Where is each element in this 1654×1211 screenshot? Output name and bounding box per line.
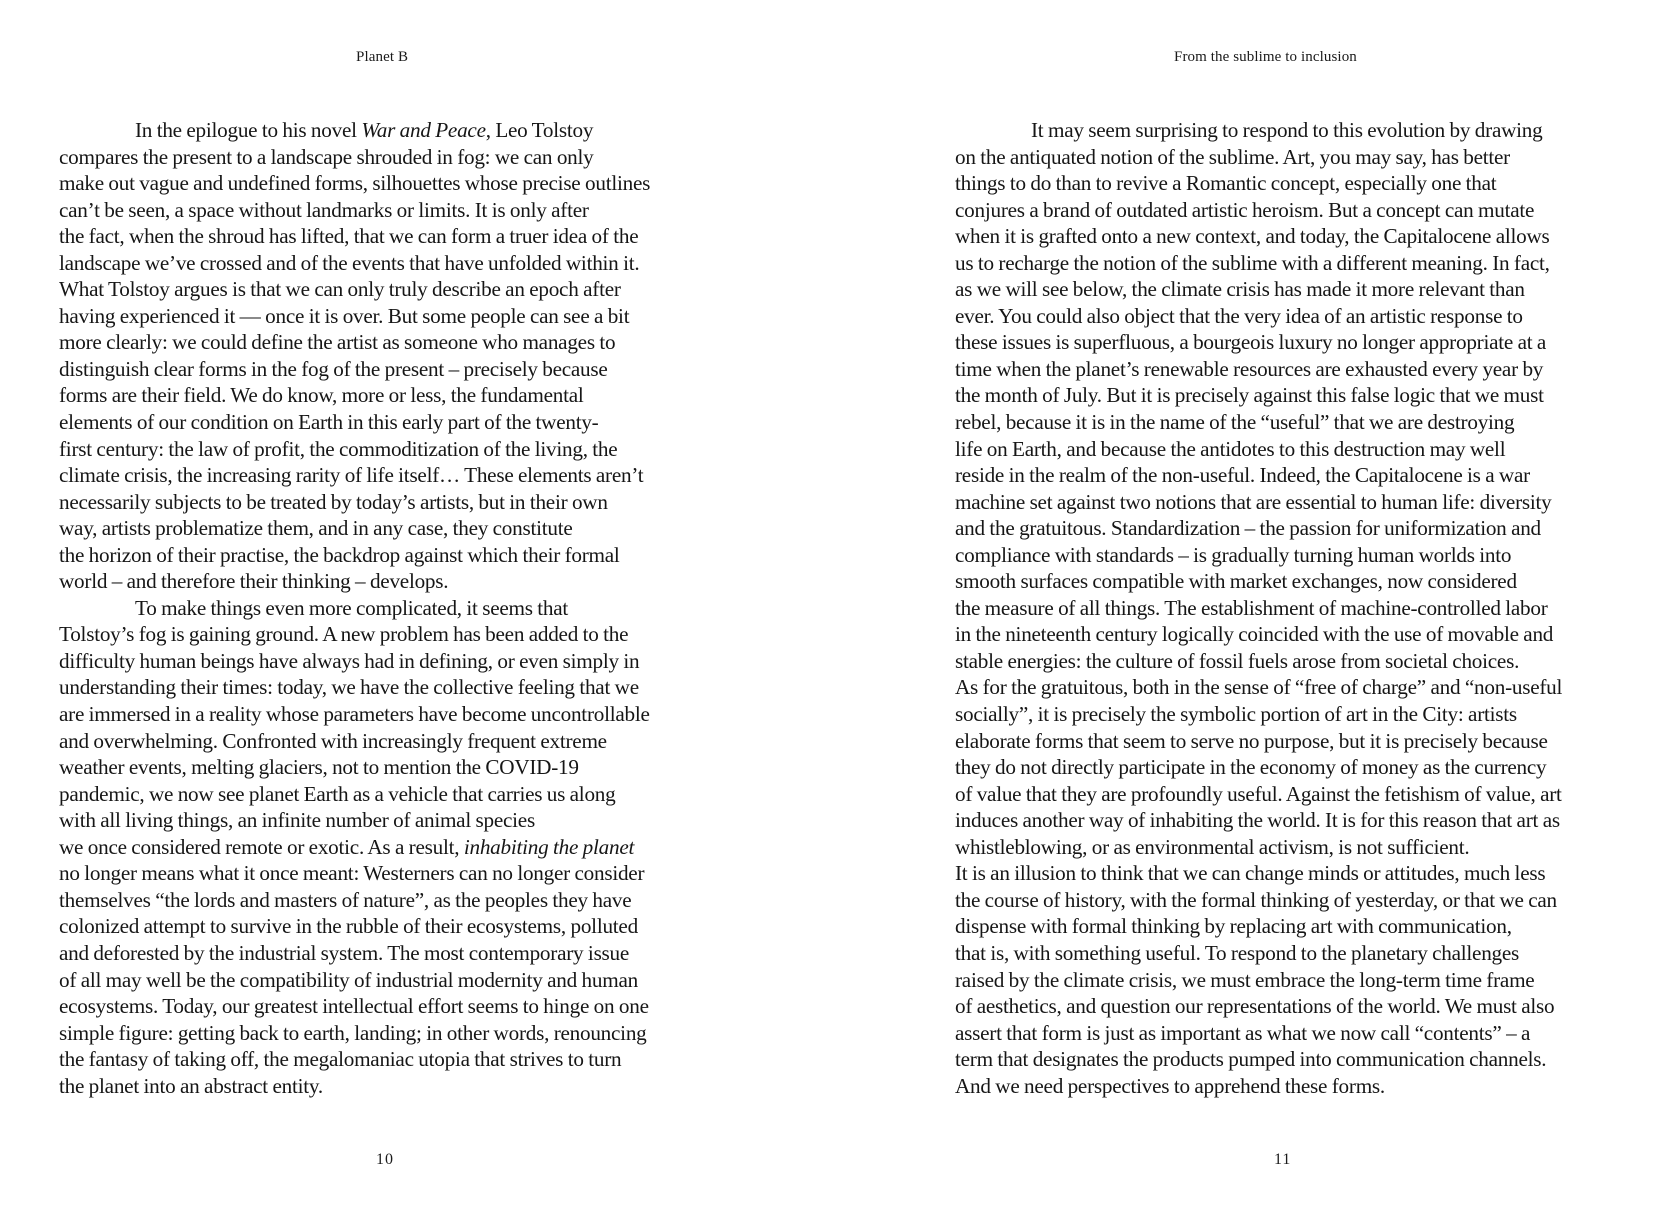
text-line xyxy=(955,489,1595,516)
italic-text: War and Peace xyxy=(361,118,486,142)
text-segment: stable energies: the culture of fossil fuels arose from societal choices. xyxy=(955,648,1520,673)
text-line xyxy=(59,940,739,967)
text-segment: and the gratuitous. Standardization – the passion for uniformization and xyxy=(955,516,1541,541)
text-line xyxy=(59,197,739,224)
text-segment: smooth surfaces compatible with market exchanges, now considered xyxy=(955,569,1517,594)
text-segment: weather events, melting glaciers, not to mention the COVID-19 xyxy=(59,755,579,780)
text-segment: landscape we’ve crossed and of the events that have unfolded within it. xyxy=(59,250,640,275)
text-line xyxy=(59,568,739,595)
text-line xyxy=(955,436,1595,463)
text-line xyxy=(59,303,739,330)
right-page xyxy=(827,0,1654,1211)
text-segment: rebel, because it is in the name of the “useful” that we are destroying xyxy=(955,410,1515,435)
text-line xyxy=(955,754,1595,781)
text-line xyxy=(955,1046,1595,1073)
text-line xyxy=(955,303,1595,330)
text-line xyxy=(59,329,739,356)
text-segment: conjures a brand of outdated artistic heroism. But a concept can mutate xyxy=(955,197,1535,222)
text-segment: are immersed in a reality whose parameters have become uncontrollable xyxy=(59,702,650,727)
text-line xyxy=(59,409,739,436)
text-segment: whistleblowing, or as environmental activism, is not sufficient. xyxy=(955,834,1470,859)
text-line xyxy=(59,807,739,834)
text-segment: of aesthetics, and question our representations of the world. We must also xyxy=(955,994,1555,1019)
text-line xyxy=(955,1020,1595,1047)
text-segment: difficulty human beings have always had in defining, or even simply in xyxy=(59,648,640,673)
text-line xyxy=(59,462,739,489)
text-line xyxy=(59,648,739,675)
text-line xyxy=(59,993,739,1020)
text-segment: the horizon of their practise, the backdrop against which their formal xyxy=(59,542,620,567)
text-line xyxy=(955,250,1595,277)
text-segment: What Tolstoy argues is that we can only truly describe an epoch after xyxy=(59,277,621,302)
text-segment: when it is grafted onto a new context, and today, the Capitalocene allows xyxy=(955,224,1550,249)
text-line xyxy=(955,356,1595,383)
body-text-right xyxy=(955,117,1595,1099)
text-line xyxy=(955,329,1595,356)
text-segment: , Leo Tolstoy xyxy=(485,118,594,142)
text-line xyxy=(955,674,1595,701)
text-segment: having experienced it — once it is over. But some people can see a bit xyxy=(59,303,630,328)
text-segment: necessarily subjects to be treated by today’s artists, but in their own xyxy=(59,489,608,514)
text-line xyxy=(955,542,1595,569)
text-line xyxy=(59,515,739,542)
text-segment: compares the present to a landscape shrouded in fog: we can only xyxy=(59,144,594,169)
text-line xyxy=(59,701,739,728)
running-head-chapter-title: From the sublime to inclusion xyxy=(1174,49,1357,65)
text-segment: ecosystems. Today, our greatest intellectual effort seems to hinge on one xyxy=(59,994,649,1019)
text-line xyxy=(59,728,739,755)
text-segment: no longer means what it once meant: Westerners can no longer consider xyxy=(59,861,645,886)
text-segment: first century: the law of profit, the commoditization of the living, the xyxy=(59,436,618,461)
text-line xyxy=(59,436,739,463)
text-segment: themselves “the lords and masters of nature”, as the peoples they have xyxy=(59,887,632,912)
text-segment: term that designates the products pumped into communication channels. xyxy=(955,1047,1547,1072)
text-line xyxy=(955,276,1595,303)
text-line xyxy=(59,621,739,648)
text-segment: As for the gratuitous, both in the sense of “free of charge” and “non-useful xyxy=(955,675,1563,700)
text-line xyxy=(955,568,1595,595)
text-segment: and overwhelming. Confronted with increasingly frequent extreme xyxy=(59,728,607,753)
text-line xyxy=(955,223,1595,250)
italic-text: inhabiting the planet xyxy=(463,834,635,859)
text-line xyxy=(955,967,1595,994)
running-head-book-title: Planet B xyxy=(356,49,409,65)
text-segment: the course of history, with the formal thinking of yesterday, or that we can xyxy=(955,887,1557,912)
text-segment: on the antiquated notion of the sublime. Art, you may say, has better xyxy=(955,144,1510,169)
text-segment: the fantasy of taking off, the megalomaniac utopia that strives to turn xyxy=(59,1047,622,1072)
text-line xyxy=(59,223,739,250)
text-segment: make out vague and undefined forms, silhouettes whose precise outlines xyxy=(59,171,651,196)
text-line xyxy=(955,860,1595,887)
text-segment: more clearly: we could define the artist as someone who manages to xyxy=(59,330,616,355)
text-segment: reside in the realm of the non-useful. Indeed, the Capitalocene is a war xyxy=(955,463,1530,488)
text-line xyxy=(955,913,1595,940)
text-segment: the planet into an abstract entity. xyxy=(59,1073,323,1098)
text-segment: Tolstoy’s fog is gaining ground. A new problem has been added to the xyxy=(59,622,629,647)
text-segment: us to recharge the notion of the sublime with a different meaning. In fact, xyxy=(955,250,1550,275)
text-segment: life on Earth, and because the antidotes to this destruction may well xyxy=(955,436,1506,461)
text-segment: they do not directly participate in the economy of money as the currency xyxy=(955,755,1547,780)
text-line xyxy=(955,515,1595,542)
text-line xyxy=(955,728,1595,755)
text-line xyxy=(955,409,1595,436)
text-line xyxy=(59,834,739,861)
text-segment: time when the planet’s renewable resources are exhausted every year by xyxy=(955,356,1544,381)
text-segment: things to do than to revive a Romantic concept, especially one that xyxy=(955,171,1497,196)
text-segment: raised by the climate crisis, we must embrace the long-term time frame xyxy=(955,967,1535,992)
text-line xyxy=(955,887,1595,914)
text-segment: climate crisis, the increasing rarity of life itself… These elements aren’t xyxy=(59,463,644,488)
text-line xyxy=(59,250,739,277)
text-segment: we once considered remote or exotic. As a result, xyxy=(59,834,464,859)
text-segment: of value that they are profoundly useful. Against the fetishism of value, art xyxy=(955,781,1562,806)
body-text-left xyxy=(59,117,739,1099)
page-number-left: 10 xyxy=(376,1151,394,1168)
text-line xyxy=(955,621,1595,648)
text-segment: way, artists problematize them, and in any case, they constitute xyxy=(59,516,573,541)
text-segment: dispense with formal thinking by replacing art with communication, xyxy=(955,914,1512,939)
text-segment: elements of our condition on Earth in this early part of the twenty- xyxy=(59,410,599,435)
text-line xyxy=(59,967,739,994)
text-line xyxy=(955,701,1595,728)
text-segment: assert that form is just as important as what we now call “contents” – a xyxy=(955,1020,1531,1045)
text-segment: of all may well be the compatibility of industrial modernity and human xyxy=(59,967,638,992)
text-segment: these issues is superfluous, a bourgeois luxury no longer appropriate at a xyxy=(955,330,1547,355)
text-line xyxy=(59,754,739,781)
text-line xyxy=(955,170,1595,197)
paragraph-first-line xyxy=(955,117,1595,144)
text-line xyxy=(955,595,1595,622)
text-line xyxy=(59,781,739,808)
paragraph-first-line xyxy=(59,595,739,622)
text-segment: the month of July. But it is precisely against this false logic that we must xyxy=(955,383,1544,408)
text-segment: machine set against two notions that are essential to human life: diversity xyxy=(955,489,1552,514)
text-segment: It is an illusion to think that we can change minds or attitudes, much less xyxy=(955,861,1546,886)
text-segment: elaborate forms that seem to serve no purpose, but it is precisely because xyxy=(955,728,1548,753)
text-segment: in the nineteenth century logically coincided with the use of movable and xyxy=(955,622,1554,647)
text-line xyxy=(59,382,739,409)
text-line xyxy=(59,170,739,197)
text-segment: can’t be seen, a space without landmarks or limits. It is only after xyxy=(59,197,589,222)
page-number-right: 11 xyxy=(1274,1151,1292,1168)
text-segment: world – and therefore their thinking – develops. xyxy=(59,569,449,594)
text-segment: distinguish clear forms in the fog of the present – precisely because xyxy=(59,356,608,381)
text-line xyxy=(59,913,739,940)
text-segment: And we need perspectives to apprehend these forms. xyxy=(955,1073,1385,1098)
text-segment: In the epilogue to his novel xyxy=(135,118,362,142)
text-line xyxy=(955,781,1595,808)
text-segment: that is, with something useful. To respond to the planetary challenges xyxy=(955,940,1520,965)
text-line xyxy=(59,356,739,383)
text-line xyxy=(955,382,1595,409)
text-segment: pandemic, we now see planet Earth as a vehicle that carries us along xyxy=(59,781,616,806)
text-line xyxy=(955,834,1595,861)
text-segment: and deforested by the industrial system. The most contemporary issue xyxy=(59,940,630,965)
text-line xyxy=(59,887,739,914)
text-line xyxy=(59,276,739,303)
text-segment: simple figure: getting back to earth, landing; in other words, renouncing xyxy=(59,1020,647,1045)
text-line xyxy=(955,144,1595,171)
text-line xyxy=(59,489,739,516)
text-line xyxy=(955,993,1595,1020)
text-segment: It may seem surprising to respond to this evolution by drawing xyxy=(1031,118,1543,142)
text-segment: ever. You could also object that the very idea of an artistic response to xyxy=(955,303,1523,328)
text-line xyxy=(59,1046,739,1073)
text-line xyxy=(955,807,1595,834)
text-segment: induces another way of inhabiting the world. It is for this reason that art as xyxy=(955,808,1560,833)
text-line xyxy=(59,1073,739,1100)
text-line xyxy=(59,1020,739,1047)
text-line xyxy=(955,1073,1595,1100)
text-line xyxy=(59,860,739,887)
text-segment: as we will see below, the climate crisis has made it more relevant than xyxy=(955,277,1525,302)
text-line xyxy=(955,940,1595,967)
text-line xyxy=(955,462,1595,489)
text-line xyxy=(955,197,1595,224)
text-segment: the fact, when the shroud has lifted, that we can form a truer idea of the xyxy=(59,224,639,249)
text-segment: colonized attempt to survive in the rubble of their ecosystems, polluted xyxy=(59,914,638,939)
text-segment: understanding their times: today, we have the collective feeling that we xyxy=(59,675,639,700)
text-line xyxy=(955,648,1595,675)
text-line xyxy=(59,542,739,569)
text-segment: forms are their field. We do know, more or less, the fundamental xyxy=(59,383,584,408)
text-segment: with all living things, an infinite number of animal species xyxy=(59,808,535,833)
text-segment: To make things even more complicated, it seems that xyxy=(135,595,569,620)
text-line xyxy=(59,674,739,701)
text-segment: socially”, it is precisely the symbolic portion of art in the City: artists xyxy=(955,702,1517,727)
text-segment: the measure of all things. The establishment of machine-controlled labor xyxy=(955,595,1548,620)
text-segment: compliance with standards – is gradually turning human worlds into xyxy=(955,542,1512,567)
text-line xyxy=(59,144,739,171)
paragraph-first-line xyxy=(59,117,739,144)
